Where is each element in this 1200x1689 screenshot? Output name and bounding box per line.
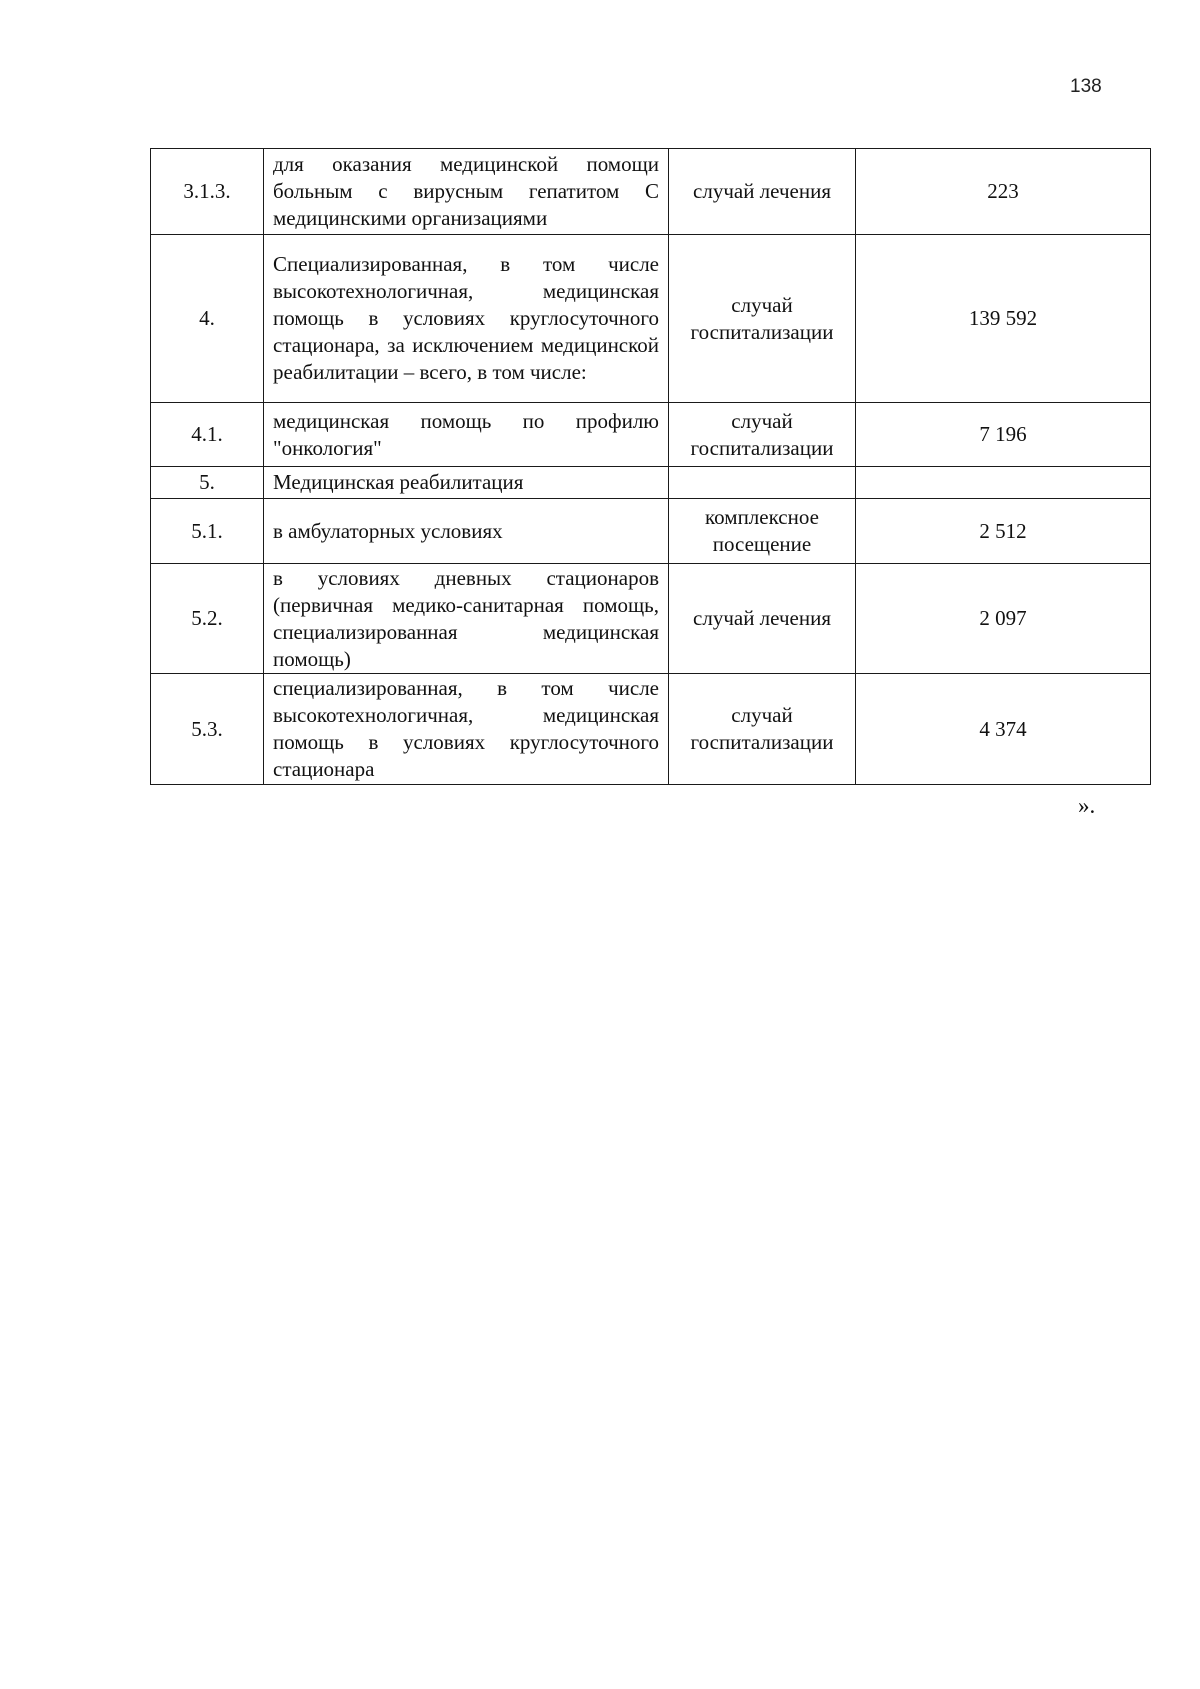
table-row — [151, 564, 1151, 674]
row-unit — [669, 467, 856, 499]
row-unit: случай госпитализации — [669, 403, 856, 467]
table-row — [151, 403, 1151, 467]
table-row — [151, 674, 1151, 785]
row-number: 5.3. — [151, 674, 264, 785]
row-number: 5.2. — [151, 564, 264, 674]
row-value: 223 — [856, 149, 1151, 235]
row-value: 2 097 — [856, 564, 1151, 674]
row-name: в условиях дневных стационаров (первичная медико-санитарная помощь, специализированная медицинская помощь) — [264, 564, 669, 674]
row-value: 139 592 — [856, 235, 1151, 403]
row-name: медицинская помощь по профилю "онкология" — [264, 403, 669, 467]
page-number: 138 — [1070, 76, 1102, 97]
data-table — [150, 148, 1151, 785]
row-name: Медицинская реабилитация — [264, 467, 669, 499]
row-value — [856, 467, 1151, 499]
row-name: в амбулаторных условиях — [264, 499, 669, 564]
table-row — [151, 235, 1151, 403]
table-row — [151, 467, 1151, 499]
row-number: 3.1.3. — [151, 149, 264, 235]
row-number: 4. — [151, 235, 264, 403]
row-unit: случай госпитализации — [669, 235, 856, 403]
row-value: 4 374 — [856, 674, 1151, 785]
row-unit: случай госпитализации — [669, 674, 856, 785]
row-name: специализированная, в том числе высокотехнологичная, медицинская помощь в условиях круглосуточного стационара — [264, 674, 669, 785]
row-name: для оказания медицинской помощи больным с вирусным гепатитом С медицинскими организациями — [264, 149, 669, 235]
closing-quote-mark: ». — [1078, 793, 1096, 818]
row-name: Специализированная, в том числе высокотехнологичная, медицинская помощь в условиях круглосуточного стационара, за исключением медицинской реабилитации – всего, в том числе: — [264, 235, 669, 403]
row-unit: комплексное посещение — [669, 499, 856, 564]
row-value: 2 512 — [856, 499, 1151, 564]
table-row — [151, 149, 1151, 235]
row-number: 5. — [151, 467, 264, 499]
row-number: 5.1. — [151, 499, 264, 564]
row-value: 7 196 — [856, 403, 1151, 467]
row-unit: случай лечения — [669, 564, 856, 674]
row-unit: случай лечения — [669, 149, 856, 235]
table-row — [151, 499, 1151, 564]
row-number: 4.1. — [151, 403, 264, 467]
